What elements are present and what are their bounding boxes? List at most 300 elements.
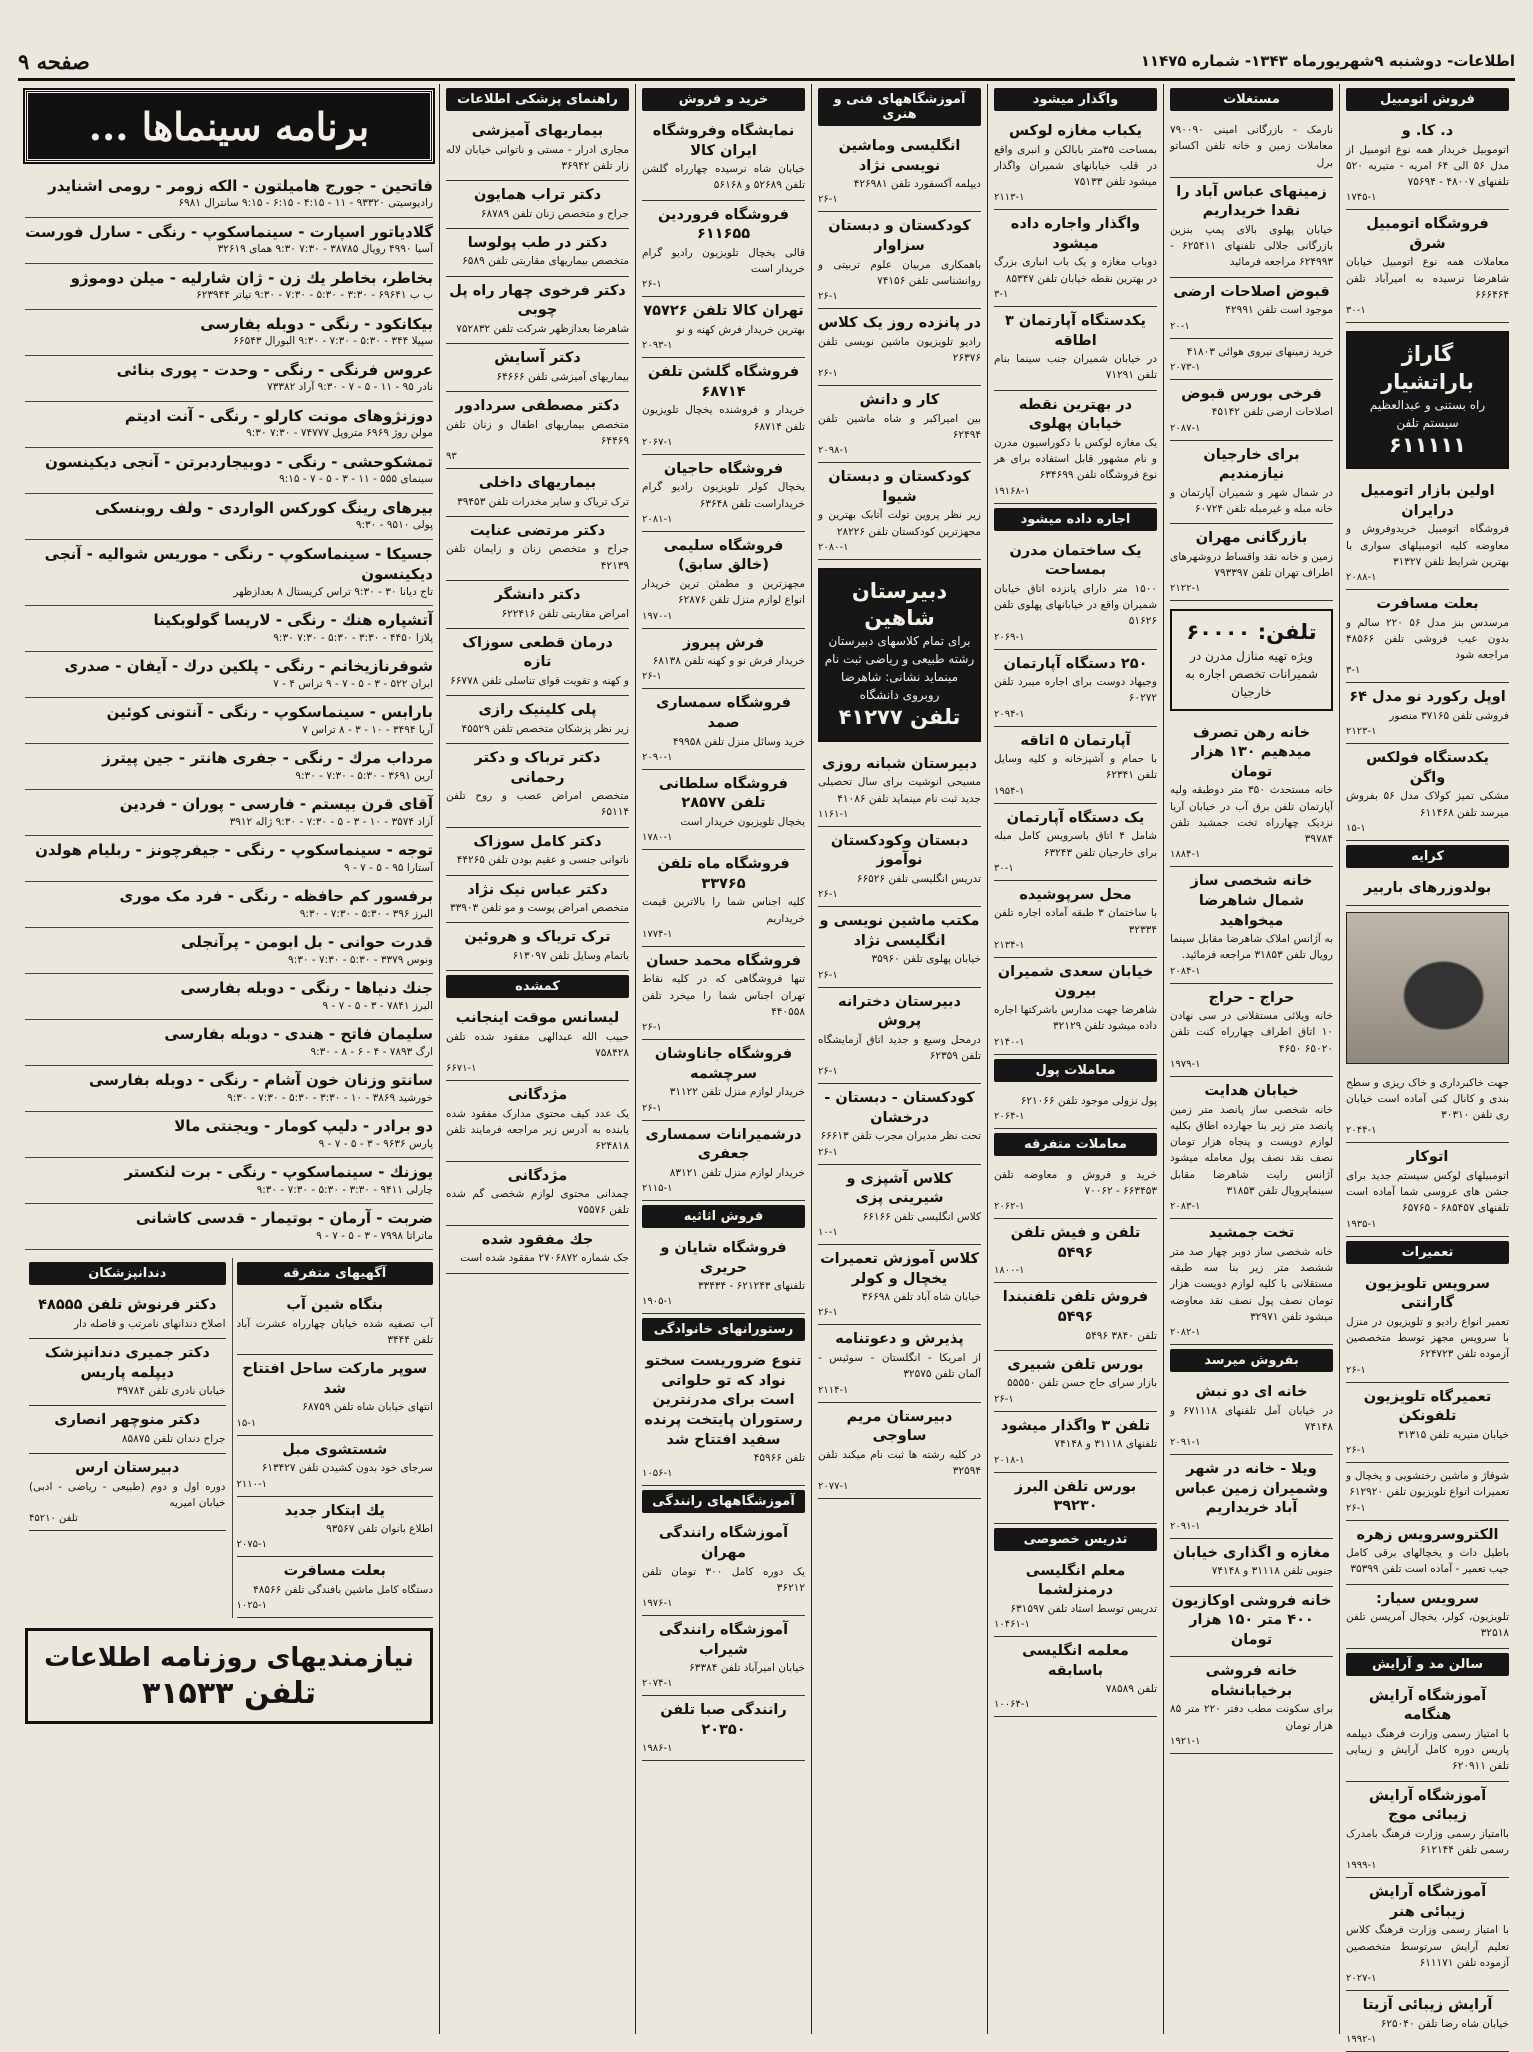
category-heading: فروش اتومبیل — [1346, 88, 1509, 111]
classified-ad — [1170, 984, 1333, 1077]
ad-title: یک ساختمان مدرن بمساحت — [1009, 542, 1142, 579]
ad-body: سرجای خود بدون کشیدن تلفن ۶۱۳۴۲۷ — [261, 1462, 433, 1475]
ad-title: در پانزده روز یک کلاس — [818, 315, 981, 332]
classified-ad — [446, 923, 629, 971]
ad-title: بورس تلفن البرز ۳۹۲۳۰ — [1014, 1478, 1137, 1515]
ad-code: ۳۰-۱ — [994, 862, 1014, 874]
classifieds-box-ad — [25, 1628, 433, 1724]
ad-code: ۲۶-۱ — [994, 1393, 1014, 1405]
ad-body: باامتیاز رسمی وزارت فرهنگ بامدرک رسمی تلفن ۶۱۲۱۴۴ — [1346, 1827, 1509, 1856]
ad-title: فروشگاه جاناوشان سرچشمه — [654, 1046, 793, 1082]
ad-body: متخصص امراض پوست و مو تلفن ۳۳۹۰۳ — [450, 902, 629, 915]
classified-ad — [1170, 1539, 1333, 1587]
ad-body: زیر نظر پزشکان متخصص تلفن ۴۵۵۲۹ — [461, 722, 629, 735]
classified-ad — [818, 463, 981, 560]
film-title: بارابس - سینماسکوپ - رنگی - آنتونی کوئین — [106, 703, 433, 722]
film-title: فاتحین - جورج هامیلتون - الکه زومر - رومی اشنایدر — [48, 177, 433, 195]
classified-ad — [994, 391, 1157, 504]
ad-body: تعمیر انواع رادیو و تلویزیون در منزل با سرویس مجهز توسط متخصصین آزموده تلفن ۶۲۴۷۲۳ — [1346, 1315, 1509, 1361]
classified-ad — [994, 537, 1157, 650]
film-listing — [25, 218, 433, 264]
classified-ad — [1346, 1383, 1509, 1463]
ad-title: فروشگاه حاجیان — [663, 460, 784, 477]
classified-ad — [1346, 744, 1509, 841]
ad-body: خیابان شاه نرسیده چهارراه گلشن تلفن ۵۲۶۸۹ و ۵۶۱۶۸ — [642, 163, 805, 192]
box-ad-phone: تلفن ۳۱۵۳۳ — [141, 1676, 317, 1712]
ad-code: ۲۶-۱ — [818, 291, 838, 303]
film-listing — [25, 698, 433, 744]
film-title: دوزنژوهای مونت کارلو - رنگی - آنت ادیتم — [124, 407, 433, 425]
classified-ad — [994, 727, 1157, 804]
display-ad-body: برای تمام کلاسهای دبیرستان رشته طبیعی و ریاضی ثبت نام مینماید نشانی: شاهرضا روبروی دانشگاه — [824, 634, 975, 703]
ad-title: خانه شخصی ساز شمال شاهرضا میخواهید — [1190, 873, 1313, 929]
classified-ad — [818, 212, 981, 309]
film-showtimes: تاج دیانا ۳۰ - ۹:۳۰ تراس کریستال ۸ بعدازظهر — [233, 585, 433, 598]
ad-body: با حمام و آشپزخانه و کلیه وسایل تلفن ۶۲۳۴۱ — [994, 753, 1157, 782]
ad-code: تلفن ۴۵۲۱۰ — [29, 1513, 78, 1525]
category-heading: واگذار میشود — [994, 88, 1157, 111]
ad-title: اوپل رکورد نو مدل ۶۴ — [1349, 689, 1506, 706]
ad-title: بنگاه شین آب — [286, 1297, 384, 1314]
classified-ad — [446, 344, 629, 392]
ad-title: در بهترین نقطه خیابان پهلوی — [1018, 396, 1133, 433]
ad-body: دستگاه کامل ماشین بافندگی تلفن ۴۸۵۶۶ — [253, 1583, 433, 1596]
ad-title: فروشگاه ماه تلفن ۳۳۷۶۵ — [657, 856, 790, 892]
ad-title: برای خارجیان نیازمندیم — [1203, 446, 1300, 483]
film-listing — [25, 402, 433, 448]
column-4 — [811, 84, 987, 2034]
ad-code: ۲۱۱۰-۱ — [236, 1478, 267, 1490]
ad-code: ۱۰۰۶۴-۱ — [994, 1699, 1030, 1711]
ad-body: جراح و متخصص زنان و زایمان تلفن ۴۲۱۳۹ — [446, 543, 629, 572]
film-showtimes: سینمای ۵۵۵ - ۱۱ - ۳ - ۵ - ۷ - ۹:۱۵ — [279, 473, 433, 486]
category-heading: آگهیهای متفرقه — [237, 1262, 434, 1285]
classified-ad — [818, 1245, 981, 1325]
ad-title: آپارتمان ۵ اتاقه — [1020, 732, 1131, 749]
ad-code: ۲۶-۱ — [642, 671, 662, 683]
film-title: آقای قرن بیستم - فارسی - پوران - فردین — [119, 795, 433, 814]
ad-body: خرید زمینهای نیروی هوائی ۴۱۸۰۳ — [1186, 345, 1333, 358]
classified-ad — [446, 629, 629, 696]
ad-body: جنوبی تلفن ۳۱۱۱۸ و ۷۴۱۴۸ — [1211, 1565, 1333, 1578]
classified-ad — [994, 881, 1157, 958]
ad-title: آموزشگاه آرایش زیبائی هنر — [1368, 1884, 1487, 1920]
film-listing — [25, 606, 433, 652]
ad-body: باهمکاری مربیان علوم تربیتی و روانشناسی تلفن ۷۴۱۵۶ — [818, 258, 981, 287]
film-showtimes: البرز ۷۸۴۱ - ۳ - ۵ - ۷ - ۹ — [322, 999, 433, 1012]
ad-body: یک دوره کامل ۳۰۰ تومان تلفن ۳۶۲۱۲ — [642, 1565, 805, 1594]
film-title: ضربت - آرمان - بوتیمار - قدسی کاشانی — [135, 1209, 433, 1228]
film-showtimes: چارلی ۹۴۱۱ - ۳:۳۰ - ۵:۳۰ - ۷:۳۰ - ۹:۳۰ — [256, 1183, 433, 1196]
ad-body: مجاری ادرار - مستی و ناتوانی خیابان لاله زار تلفن ۳۶۹۴۲ — [446, 143, 629, 172]
sub-column — [232, 1258, 434, 1618]
ad-code: ۳۰-۱ — [1346, 305, 1366, 317]
classified-ad — [446, 392, 629, 469]
ad-code: ۲۰۹۴-۱ — [994, 708, 1025, 720]
ad-code: ۱۵-۱ — [1346, 822, 1366, 834]
classified-ad — [237, 1557, 434, 1618]
ad-body: بمساحت ۳۵متر بابالکن و انبری واقع در قلب خیابانهای شمیران واگذار میشود تلفن ۷۵۱۳۳ — [994, 143, 1158, 189]
columns — [18, 84, 1515, 2046]
ad-body: فروشی تلفن ۳۷۱۶۵ منصور — [1389, 710, 1509, 723]
cinema-banner: برنامه سینماها ... — [25, 90, 433, 162]
film-showtimes: آریا ۳۴۹۴ - ۱۰ - ۳ - ۸ تراس ۷ — [302, 723, 433, 736]
ad-code: ۲۶-۱ — [818, 969, 838, 981]
classified-ad — [642, 689, 805, 769]
film-listing — [25, 1020, 433, 1066]
ad-body: خیابان امیرآباد تلفن ۶۳۳۸۴ — [689, 1662, 805, 1675]
film-title: شوفرنازیخانم - رنگی - پلکین درك - آیفان - صدری — [64, 657, 433, 676]
ad-body: تدریس توسط استاد تلفن ۶۳۱۵۹۷ — [1010, 1602, 1157, 1615]
film-listing — [25, 494, 433, 540]
ad-code: ۱۹۲۱-۱ — [1170, 1736, 1201, 1748]
classified-ad — [642, 850, 805, 947]
ad-title: آموزشگاه آرایش زیبائی موج — [1368, 1787, 1487, 1824]
ad-title: فرش پیروز — [682, 634, 765, 651]
classified-ad — [642, 358, 805, 455]
ad-title: مژدگانی — [507, 1167, 568, 1184]
ad-code: ۲۰۸۱-۱ — [642, 513, 673, 525]
ad-body: درمحل وسیع و جدید اتاق آزمایشگاه تلفن ۶۲۳۵۹ — [818, 1033, 981, 1063]
ad-title: خیابان سعدی شمیران بیرون — [997, 963, 1154, 1000]
film-title: توجه - سینماسکوپ - رنگی - جیفرچونز - ربلیام هولدن — [35, 841, 433, 860]
film-showtimes: رادیوسیتی ۹۳۳۲۰ - ۱۱ - ۴:۱۵ - ۶:۱۵ - ۹:۱۵ سانترال ۶۹۸۱ — [178, 197, 433, 210]
ad-code: ۲۶-۱ — [1346, 1444, 1366, 1456]
film-title: سلیمان فاتح - هندی - دوبله بفارسی — [164, 1025, 433, 1044]
classified-ad — [1170, 1587, 1333, 1658]
ad-body: جهت خاکبرداری و خاک ریزی و سطح بندی و کانال کنی آماده است خیابان ری تلفن ۳۰۳۱۰ — [1346, 1076, 1509, 1122]
ad-title: رانندگی صبا تلفن ۲۰۳۵۰ — [660, 1702, 787, 1739]
column-2 — [1163, 84, 1339, 2034]
ad-title: مغازه و اگذاری خیابان — [1172, 1544, 1331, 1561]
category-heading: بفروش میرسد — [1170, 1349, 1333, 1372]
ad-code: ۹۳ — [446, 451, 457, 463]
ad-title: دکتر عباس نیک نژاد — [467, 881, 608, 898]
ad-code: ۲۱۴۰-۱ — [994, 1036, 1025, 1048]
ad-code: ۱۹۵۴-۱ — [994, 785, 1025, 797]
classified-ad — [994, 307, 1157, 391]
classified-ad — [29, 1339, 226, 1406]
ad-title: تنوع ضروریست سختو نواد که تو حلواتی است برای مدرنترین رستوران پایتخت پرنده سفید افتتاح شد — [644, 1353, 803, 1448]
ad-body: شوفاژ و ماشین رختشویی و یخچال و تعمیرات انواع تلویزیون تلفن ۶۱۲۹۲۰ — [1346, 1469, 1509, 1499]
classified-ad — [1170, 1077, 1333, 1219]
ad-body: خیابان شاه رضا تلفن ۶۲۵۰۴۰ — [1380, 2017, 1509, 2030]
ad-body: با امتیاز رسمی وزارت فرهنگ دیپلمه پاریس دوره کامل آرایش و زیبایی تلفن ۶۲۰۹۱۱ — [1346, 1727, 1509, 1773]
film-title: بیرهای رینگ کورکس الواردی - ولف روبنسکی — [95, 499, 433, 517]
ad-title: کودکستان و دبستان سزاوار — [828, 218, 971, 254]
ad-body: خریدار لوازم منزل تلفن ۸۳۱۲۱ — [669, 1166, 805, 1179]
classified-ad — [446, 581, 629, 629]
classified-ad — [237, 1497, 434, 1558]
ad-code: ۲۰۶۴-۱ — [994, 1110, 1025, 1122]
ad-code: ۲۰۶۹-۱ — [994, 631, 1025, 643]
ad-title: یک دستگاه آپارتمان — [1006, 809, 1145, 826]
ad-title: نمایشگاه وفروشگاه ایران کالا — [652, 123, 795, 159]
category-heading: تعمیرات — [1346, 1241, 1509, 1264]
ad-body: خریدار و فروشنده یخچال تلویزیون تلفن ۶۸۷۱۴ — [642, 404, 805, 433]
ad-body: حبیب الله عبدالهی مفقود شده تلفن ۷۵۸۴۲۸ — [446, 1030, 629, 1059]
ad-code: ۲۶-۱ — [642, 279, 662, 291]
ad-body: تلفن ۴۵۹۶۶ — [753, 1452, 805, 1465]
classified-ad — [1346, 1143, 1509, 1236]
ad-body: تحت نظر مدیران مجرب تلفن ۶۶۶۱۳ — [820, 1130, 981, 1143]
film-listing — [25, 448, 433, 494]
ad-body: بین امیراکبر و شاه ماشین تلفن ۶۲۴۹۴ — [818, 412, 981, 441]
classified-ad — [642, 1347, 805, 1486]
classified-ad — [642, 297, 805, 358]
category-heading: دندانپزشکان — [29, 1262, 226, 1285]
column-1 — [1339, 84, 1515, 2046]
ad-body: شاهرضا جهت مدارس باشرکتها اجاره داده میشود تلفن ۳۲۱۲۹ — [994, 1004, 1157, 1033]
ad-title: بعلت مسافرت — [283, 1563, 386, 1580]
ad-code: ۱۹۷۹-۱ — [1170, 1059, 1201, 1071]
ad-title: فروشگاه فروردین ۶۱۱۶۵۵ — [657, 206, 790, 243]
ad-body: شاهرضا بعدازظهر شرکت تلفن ۷۵۲۸۳۲ — [456, 322, 629, 335]
ad-title: کار و دانش — [859, 392, 940, 409]
film-title: بخاطر، بخاطر یك زن - ژان شارلیه - میلن دوموژو — [70, 269, 433, 287]
classified-ad — [1346, 210, 1509, 323]
film-showtimes: البرز ۳۹۶ - ۵:۳۰ - ۷:۳۰ - ۹:۳۰ — [299, 907, 433, 920]
ad-title: کلاس آشپزی و شیرینی پزی — [846, 1170, 953, 1207]
ad-title: سرویس تلویزیون گارانتی — [1364, 1275, 1491, 1312]
ad-code: ۱۰۵۶-۱ — [642, 1468, 673, 1480]
display-ad-title: تلفن: ۶۰۰۰۰ — [1186, 620, 1317, 645]
classified-ad — [446, 117, 629, 181]
ad-title: تلفن ۳ واگذار میشود — [1000, 1417, 1151, 1434]
classified-ad — [818, 1084, 981, 1164]
ad-code: ۲۶-۱ — [1346, 1502, 1366, 1514]
ad-body: تلفنهای ۳۱۱۱۸ و ۷۴۱۴۸ — [1054, 1438, 1157, 1451]
category-heading: کمشده — [446, 975, 629, 998]
film-listing — [25, 1158, 433, 1204]
classified-ad — [446, 876, 629, 924]
display-ad-phone: تلفن ۴۱۲۷۷ — [838, 705, 961, 730]
ad-title: دبیرستان شبانه روزی — [822, 755, 977, 772]
film-showtimes: ماتراتا ۷۹۹۸ - ۳ - ۵ - ۷ - ۹ — [316, 1229, 433, 1242]
ad-body: مشکی تمیز کولاک مدل ۵۶ بفروش میرسد تلفن ۶۱۱۴۶۸ — [1346, 790, 1509, 819]
bulldozer-photo — [1346, 912, 1509, 1064]
film-listing — [25, 790, 433, 836]
ad-title: کودکستان - دبستان - درخشان — [824, 1090, 975, 1126]
category-heading: فروش اثاثیه — [642, 1205, 805, 1228]
ad-code: ۲۰۸۴-۱ — [1170, 965, 1201, 977]
column-6 — [439, 84, 635, 2034]
category-heading: کرایه — [1346, 845, 1509, 868]
ad-code: ۲۱۲۲-۱ — [1170, 583, 1201, 595]
ad-title: فروش تلفن تلفنبندا ۵۴۹۶ — [1002, 1289, 1149, 1326]
classified-ad — [818, 1165, 981, 1245]
film-showtimes: ایران ۵۲۲ - ۳ - ۵ - ۷ - ۹ تراس ۴ - ۷ — [273, 677, 433, 690]
ad-title: سرویس سیار: — [1375, 1590, 1480, 1607]
ad-title: آموزشگاه آرایش هنگامه — [1368, 1687, 1487, 1724]
classified-ad — [818, 988, 981, 1085]
ad-body: اصلاحات ارضی تلفن ۴۵۱۴۲ — [1211, 406, 1333, 419]
category-heading: تدریس خصوصی — [994, 1528, 1157, 1551]
ad-body: متخصص بیماریهای اطفال و زنان تلفن ۶۴۴۶۹ — [446, 418, 629, 447]
ad-body: موجود است تلفن ۴۲۹۹۱ — [1225, 304, 1333, 317]
ad-body: خیابان پهلوی بالای پمپ بنزین بازرگانی جلالی تلفنهای ۶۲۵۴۱۱ - ۶۲۴۹۹۳ مراجعه فرمائید — [1170, 223, 1333, 269]
classified-ad — [446, 181, 629, 229]
ad-body: زمین و خانه نقد واقساط دروشهرهای اطراف تهران تلفن ۷۹۳۳۹۷ — [1170, 550, 1333, 580]
ad-title: آموزشگاه رانندگی شیراب — [658, 1622, 789, 1658]
film-showtimes: آزاد ۳۵۷۴ - ۱۰ - ۳ - ۵ - ۷:۳۰ - ۹:۳۰ ژاله ۳۹۱۲ — [229, 815, 433, 828]
classified-ad — [446, 469, 629, 517]
ad-body: آب تصفیه شده خیابان چهارراه عشرت آباد تلفن ۳۴۴۴ — [236, 1317, 433, 1347]
film-showtimes: ارگ ۷۸۹۳ - ۴ - ۶ - ۸ - ۹:۳۰ — [310, 1045, 433, 1058]
ad-body: یک عدد کیف محتوی مدارک مفقود شده یابنده به آدرس زیر مراجعه فرمایند تلفن ۶۲۴۸۱۸ — [446, 1107, 629, 1153]
classified-ad — [994, 958, 1157, 1055]
ad-code: ۲۰۷۵-۱ — [236, 1539, 267, 1551]
ad-body: مسیحی انوشیت برای سال تحصیلی جدید ثبت نام مینماید تلفن ۴۱۰۸۶ — [818, 776, 981, 805]
ad-title: فروشگاه گلشن تلفن ۶۸۷۱۴ — [647, 364, 800, 400]
ad-title: دکتر جمیری دندانپزشک دیپلمه پاریس — [44, 1345, 210, 1381]
ad-code: ۲۱۱۴-۱ — [818, 1384, 849, 1396]
classified-ad — [994, 1162, 1157, 1220]
ad-title: بعلت مسافرت — [1376, 596, 1479, 613]
ad-code: ۲۱۳۴-۱ — [994, 939, 1025, 951]
classified-ad — [1170, 524, 1333, 601]
film-listing — [25, 974, 433, 1020]
ad-title: دکتر فرنوش تلفن ۴۸۵۵۵ — [38, 1297, 217, 1314]
ad-body: در شمال شهر و شمیران آپارتمان و خانه مبله و غیرمبله تلفن ۶۰۷۲۴ — [1170, 486, 1333, 516]
ad-code: ۲۰۹۳-۱ — [642, 340, 673, 352]
ad-body: متخصص امراض عصب و روح تلفن ۶۵۱۱۴ — [446, 790, 629, 819]
ad-code: ۲۱۱۳-۱ — [994, 192, 1025, 204]
sub-columns — [25, 1258, 433, 1618]
category-heading: مستغلات — [1170, 88, 1333, 111]
ad-code: ۲۶-۱ — [642, 1022, 662, 1034]
box-ad-title: نیازمندیهای روزنامه اطلاعات — [44, 1643, 414, 1674]
ad-title: د. کا. و — [1401, 123, 1454, 139]
ad-title: بازرگانی مهران — [1195, 530, 1308, 547]
ad-body: در کلیه رشته ها ثبت نام میکند تلفن ۳۲۵۹۴ — [818, 1448, 981, 1477]
film-listing — [25, 744, 433, 790]
ad-code: ۲۰۸۲-۱ — [1170, 1327, 1201, 1339]
category-heading: آموزشگاههای فنی و هنری — [818, 88, 981, 126]
column-7 — [19, 84, 439, 2034]
ad-body: نارمک - بازرگانی امینی ۷۹۰۰۹۰ معاملات زمین و خانه تلفن اکساتو برل — [1170, 124, 1333, 169]
ad-title: شستشوی مبل — [282, 1441, 388, 1458]
ad-title: اتوکار — [1406, 1149, 1449, 1166]
ad-code: ۱۵-۱ — [236, 1417, 257, 1429]
ad-body: در خیابان آمل تلفنهای ۶۷۱۱۱۸ و ۷۴۱۴۸ — [1170, 1404, 1333, 1433]
classified-ad — [1346, 1782, 1509, 1879]
column-5 — [635, 84, 811, 2034]
ad-title: تخت جمشید — [1208, 1225, 1295, 1242]
film-showtimes: آرین ۳۶۹۱ - ۵:۳۰ - ۷:۳۰ - ۹:۳۰ — [295, 769, 433, 782]
classified-ad — [446, 1081, 629, 1161]
ad-title: دبیرستان دخترانه پروش — [838, 993, 961, 1030]
classified-ad — [1170, 1378, 1333, 1455]
ad-title: دکتر مرتضی عنایت — [469, 522, 606, 539]
ad-title: معلمه انگلیسی باسابقه — [1022, 1643, 1129, 1679]
film-title: دو برادر - دلیپ کومار - ویجنتی مالا — [174, 1117, 433, 1136]
ad-code: ۲۰۹۰-۱ — [642, 751, 673, 763]
classified-ad — [1170, 339, 1333, 380]
classified-ad — [642, 532, 805, 629]
ad-title: درشمیرانات سمساری جعفری — [645, 1126, 802, 1163]
film-title: قدرت حوانی - بل ابومن - پرآنجلی — [181, 933, 433, 952]
ad-body: جراح و متخصص زنان تلفن ۶۸۷۸۹ — [480, 207, 629, 220]
classified-ad — [642, 947, 805, 1040]
classified-ad — [994, 1088, 1157, 1129]
classified-ad — [1346, 1682, 1509, 1782]
ad-code: ۳-۱ — [994, 289, 1009, 301]
ad-body: وجیهاد دوست برای اجاره میبرد تلفن ۶۰۲۷۲ — [994, 676, 1157, 705]
classified-ad — [1346, 1521, 1509, 1585]
ad-title: بیماریهای داخلی — [478, 475, 597, 492]
category-heading: آموزشگاههای رانندگی — [642, 1490, 805, 1513]
ad-code: ۱۹۹۲-۱ — [1346, 2034, 1377, 2046]
classified-ad — [818, 132, 981, 212]
ad-body: در خیابان شمیران جنب سینما بنام تلفن ۷۱۲۹۱ — [994, 353, 1157, 382]
ad-body: خیابان شاه آباد تلفن ۳۶۶۹۸ — [861, 1291, 981, 1304]
film-title: بیکانکود - رنگی - دوبله بفارسی — [200, 315, 433, 333]
classified-ad — [446, 1162, 629, 1226]
ad-title: دکتر در طب پولوسا — [467, 234, 608, 251]
ad-body: رادیو تلویزیون ماشین نویسی تلفن ۲۶۳۷۶ — [818, 335, 981, 364]
ad-body: اتومبیلهای لوکس سیستم جدید برای جشن های عروسی شما آماده است تلفنهای ۶۸۵۴۵۷ - ۶۵۷۶۵ — [1346, 1169, 1509, 1215]
classified-ad — [994, 1557, 1157, 1637]
ad-code: ۱۹۹۹-۱ — [1346, 1860, 1377, 1872]
classified-ad — [29, 1454, 226, 1531]
ad-body: با امتیاز رسمی وزارت فرهنگ کلاس تعلیم آرایش سرتوسط متخصصین آزموده تلفن ۶۱۱۱۷۱ — [1346, 1924, 1509, 1969]
ad-title: تلفن و فیش تلفن ۵۴۹۶ — [1010, 1225, 1141, 1261]
column-3 — [987, 84, 1163, 2034]
ad-code: ۲۰۶۲-۱ — [994, 1201, 1025, 1213]
ad-code: ۲۰۸۰-۱ — [818, 541, 849, 553]
ad-code: ۱۸۰۰-۱ — [994, 1265, 1025, 1277]
ad-title: بولدوزرهای باربیر — [1363, 879, 1492, 896]
display-ad-title: دبیرستان شاهین — [851, 578, 948, 631]
ad-body: فروشگاه اتومبیل خریدوفروش و معاوضه کلیه اتومبیلهای سواری با بهترین شرایط تلفن ۳۱۳۲۷ — [1346, 523, 1509, 568]
masthead — [18, 44, 1515, 81]
ad-body: دیپلمه آکسفورد تلفن ۴۲۶۹۸۱ — [853, 178, 981, 191]
ad-title: دکتر منوچهر انصاری — [54, 1412, 201, 1429]
film-title: یوزنك - سینماسکوپ - رنگی - برت لنکستر — [124, 1163, 433, 1182]
ad-body: خیابان منیریه تلفن ۳۱۳۱۵ — [1398, 1428, 1509, 1441]
display-ad-title: گاراژ باراتشیار — [1381, 342, 1474, 394]
ad-title: سوپر مارکت ساحل افتتاح شد — [242, 1361, 428, 1397]
classified-ad — [1170, 278, 1333, 339]
film-showtimes: ب ب ۶۹۶۴۱ - ۳:۳۰ - ۵:۳۰ - ۷:۳۰ - ۹:۳۰ تیاتر ۶۲۳۹۴۴ — [196, 289, 433, 302]
ad-body: پول نزولی موجود تلفن ۶۲۱۰۶۶ — [1020, 1094, 1157, 1107]
display-ad — [1170, 609, 1333, 710]
ad-body: باطیل دات و یخچالهای برقی کامل جیب تعمیر - آماده است تلفن ۳۵۳۹۹ — [1346, 1547, 1509, 1576]
classified-ad — [818, 386, 981, 463]
ad-title: بورس تلفن شبیری — [1007, 1356, 1144, 1373]
ad-code: ۶۶۷۱-۱ — [446, 1063, 477, 1075]
ad-code: ۲۰۴۴-۱ — [1346, 1125, 1377, 1137]
classified-ad — [1170, 441, 1333, 525]
ad-code: ۲۶-۱ — [642, 1102, 662, 1114]
ad-title: اولین بازار اتومبیل درایران — [1360, 483, 1495, 519]
ad-body: تلفن ۷۸۵۸۹ — [1105, 1683, 1157, 1696]
film-listing — [25, 172, 433, 218]
classified-ad — [642, 1696, 805, 1760]
classified-ad — [818, 907, 981, 987]
ad-body: خرید و فروش و معاوضه تلفن ۶۶۳۴۵۳ - ۷۰۰۶۲ — [994, 1168, 1157, 1198]
ad-body: به آژانس املاک شاهرضا مقابل سینما رویال تلفن ۳۱۸۵۳ مراجعه فرمائید. — [1170, 933, 1333, 962]
ad-title: ۲۵۰ دستگاه آپارتمان — [1003, 655, 1148, 672]
classified-ad — [1346, 683, 1509, 744]
film-showtimes: سپیلا ۳۴۴ - ۵:۳۰ - ۷:۳۰ - ۹:۳۰ البورال ۶۶۵۴۳ — [233, 335, 433, 348]
ad-code: ۱۷۸۰-۱ — [642, 832, 673, 844]
ad-body: تلفنهای ۶۲۱۲۴۳ - ۳۳۴۳۴ — [698, 1280, 805, 1293]
classified-ad — [994, 117, 1157, 210]
ad-title: دبستان وکودکستان نوآموز — [830, 832, 969, 869]
classified-ad — [237, 1355, 434, 1435]
